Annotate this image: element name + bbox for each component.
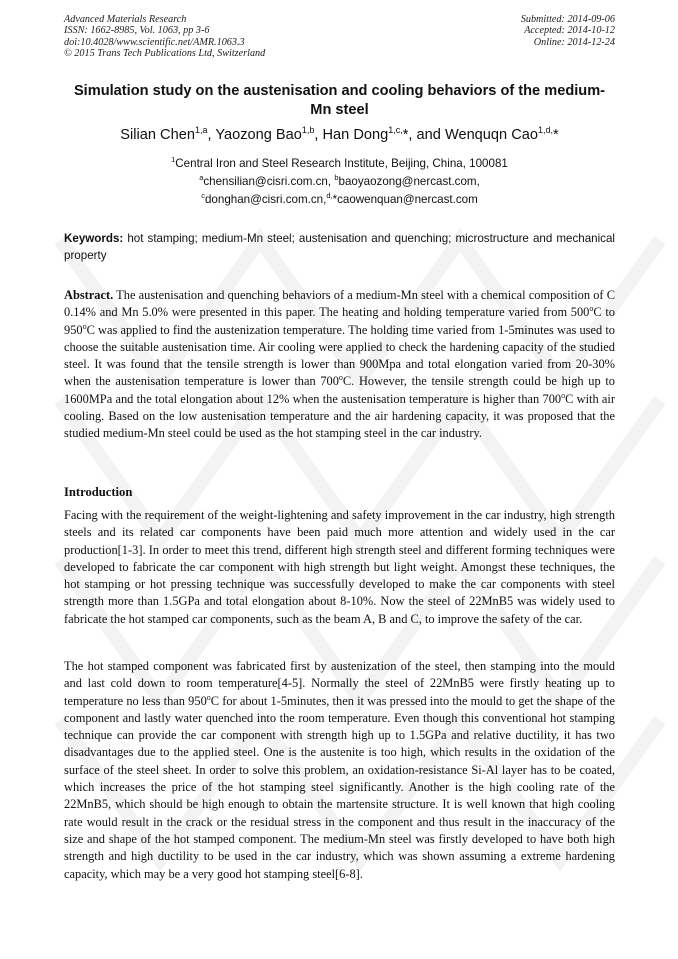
email-line-1: $^a$chensilian@cisri.com.cn, $^b$baoyaozong@nercast.com,: [199, 173, 480, 188]
journal-doi: doi:10.4028/www.scientific.net/AMR.1063.3: [64, 36, 245, 48]
abstract: Abstract. The austenisation and quenching behaviors of a medium-Mn steel with a chemical composition of C 0.14% and Mn 5.0% were presented in this paper. The heating and holding temperature varied from 500$^o$C to 950$^o$C was applied to find the austenization temperature. The holding time varied from 1-5minutes was used to choose the suitable austenisation time. Air cooling were applied to check the hardening capacity of the studied steel. It was found that the tensile strength is lower than 900Mpa and total elongation varied from 20-30% when the austenisation temperature is lower than 700$^o$C. However, the tensile strength could be high up to 1600MPa and the total elongation about 12% when the austenisation temperature is higher than 700$^o$C with air cooling. Based on the low austenisation temperature and the air hardening capacity, it was proposed that the studied medium-Mn steel could be used as the hot stamping steel in the car industry.: [64, 288, 616, 441]
author-3: Han Dong$^{1,c,}$*, and: [322, 125, 445, 143]
degree-mark: o: [589, 304, 594, 314]
degree-mark: o: [561, 390, 566, 400]
journal-copyright: © 2015 Trans Tech Publications Ltd, Switzerland: [64, 48, 266, 60]
journal-name: Advanced Materials Research: [64, 14, 187, 25]
corresponding-mark: *: [553, 127, 559, 143]
journal-issn: ISSN: 1662-8985, Vol. 1063, pp 3-6: [64, 25, 210, 37]
author-2: Yaozong Bao$^{1,b}$,: [215, 125, 323, 143]
corresponding-mark: *: [402, 127, 409, 143]
submitted-date: Submitted: 2014-09-06: [520, 14, 615, 25]
degree-mark: o: [82, 321, 87, 331]
keywords-text: hot stamping; medium-Mn steel; austenisation and quenching; microstructure and mechanical property: [64, 232, 615, 262]
author-1: Silian Chen$^{1,a}$,: [120, 125, 216, 143]
affiliation-line: $^1$Central Iron and Steel Research Institute, Beijing, China, 100081: [171, 155, 508, 170]
author-4: Wenquqn Cao$^{1,d,}$*: [444, 125, 559, 143]
section-heading-introduction: Introduction: [64, 485, 133, 499]
degree-mark: o: [206, 692, 211, 702]
email-line-2: $^c$donghan@cisri.com.cn,$^{d,}$*caowenquan@nercast.com: [201, 191, 478, 206]
abstract-label: Abstract.: [64, 288, 114, 302]
publication-dates: [521, 14, 615, 48]
online-date: Online: 2014-12-24: [533, 36, 615, 48]
accepted-date: Accepted: 2014-10-12: [524, 25, 615, 37]
author-list: [64, 126, 615, 144]
paper-title: Simulation study on the austenisation and cooling behaviors of the medium-Mn steel: [73, 83, 606, 118]
journal-info: [64, 14, 265, 60]
affiliation-block: [64, 155, 615, 209]
keywords-label: Keywords:: [64, 232, 124, 245]
keywords: [64, 230, 615, 264]
degree-mark: o: [338, 373, 343, 383]
intro-paragraph-1: Facing with the requirement of the weight-lightening and safety improvement in the car industry, high strength steels and its related car components have been paid much more attention and widely used in the car production[1-3]. In order to meet this trend, different high strength steel and different forming techniques were developed to fabricate the car component with high strength but light weight. Amongst these techniques, the hot stamping or hot pressing technique was successfully developed to make the car components with steel strength more than 1.5GPa and total elongation about 8-10%. Now the steel of 22MnB5 was widely used to fabricate the hot stamped car components, such as the beam A, B and C, to improve the safety of the car.: [64, 508, 615, 626]
intro-paragraph-2: The hot stamped component was fabricated first by austenization of the steel, then stamping into the mould and last cold down to room temperature[4-5]. Normally the steel of 22MnB5 were firstly heating up to temperature no less than 950$^o$C for about 1-5minutes, then it was pressed into the mould to get the shape of the component and lastly water quenched into the room temperature. Even though this conventional hot stamping technique can provide the car component with strength high up to 1.5GPa and relative ductility, it has two disadvantages due to the applied steel. One is the austenite is too high, which results in the oxidation of the surface of the steel sheet. In order to solve this problem, an oxidation-resistance Si-Al layer has to be coated, which increases the price of the hot stamping steel significantly. Another is the high cooling rate of the 22MnB5, which should be high enough to obtain the martensite structure. It is well known that high cooling rate would result in the crack or the residual stress in the component and thus result in the inaccuracy of the size and shape of the hot stamped component. The medium-Mn steel was firstly developed to have both high strength and high ductility to be used in the car industry, which was shown assuming a extreme hardening capacity, which may be a very good hot stamping steel[6-8].: [64, 659, 615, 881]
